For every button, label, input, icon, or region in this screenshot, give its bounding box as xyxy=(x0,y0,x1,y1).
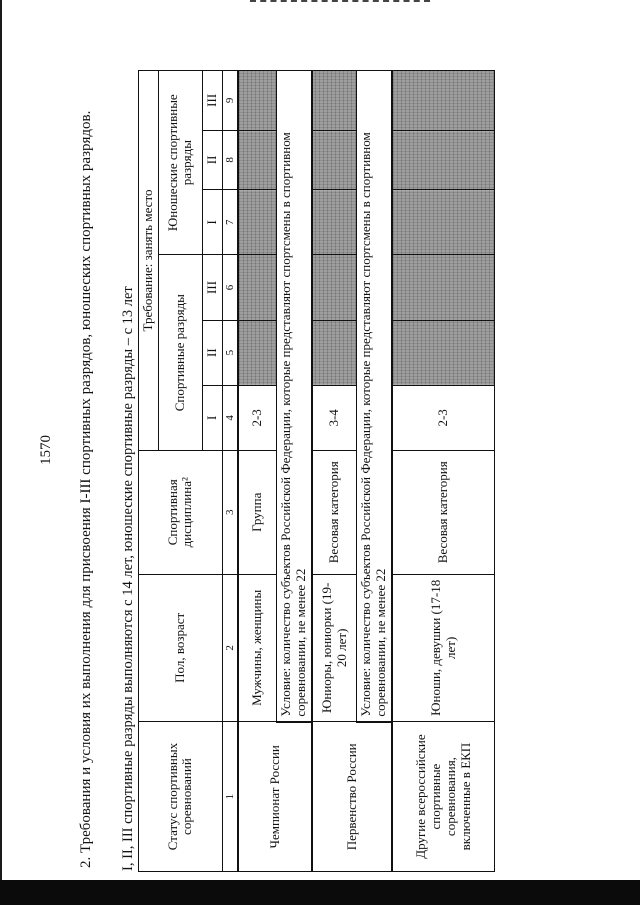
page-number: 1570 xyxy=(38,435,54,465)
column-number: 6 xyxy=(222,255,238,320)
shaded-cell xyxy=(312,320,356,385)
header-youth-1: I xyxy=(202,190,222,255)
scan-bottom-border xyxy=(0,880,640,905)
row-discipline: Группа xyxy=(238,450,276,574)
header-status: Статус спортивных соревнований xyxy=(139,722,223,872)
header-rank-3: III xyxy=(202,255,222,320)
header-discipline: Спортивная дисциплина² xyxy=(139,450,223,574)
section-caption: 2. Требования и условия их выполнения для присвоения I-III спортивных разрядов, юношеских спортивных разрядов. xyxy=(78,110,94,868)
row-condition: Условие: количество субъектов Российской Федерации, которые представляют спортсмены в спортивном соревновании, не менее 22 xyxy=(276,71,312,722)
shaded-cell xyxy=(238,130,276,189)
row-rank-1-value: 3-4 xyxy=(312,385,356,450)
requirements-table xyxy=(138,70,495,872)
column-number: 9 xyxy=(222,71,238,131)
row-discipline: Весовая категория xyxy=(392,450,494,574)
table-subcaption: I, II, III спортивные разряды выполняются с 14 лет, юношеские спортивные разряды – с 13 лет xyxy=(120,286,136,871)
shaded-cell xyxy=(312,71,356,131)
header-youth-ranks: Юношеские спортивные разряды xyxy=(158,71,202,255)
header-requirement: Требование: занять место xyxy=(139,71,159,451)
shaded-cell xyxy=(312,255,356,320)
column-number: 7 xyxy=(222,190,238,255)
shaded-cell xyxy=(392,190,494,255)
column-number: 3 xyxy=(222,450,238,574)
column-number: 2 xyxy=(222,574,238,722)
column-number: 4 xyxy=(222,385,238,450)
header-rank-2: II xyxy=(202,320,222,385)
header-gender-age: Пол, возраст xyxy=(139,574,223,722)
header-youth-3: III xyxy=(202,71,222,131)
shaded-cell xyxy=(238,71,276,131)
column-number: 8 xyxy=(222,130,238,189)
shaded-cell xyxy=(392,71,494,131)
shaded-cell xyxy=(312,190,356,255)
shaded-cell xyxy=(238,320,276,385)
row-gender-age: Мужчины, женщины xyxy=(238,574,276,722)
header-sport-ranks: Спортивные разряды xyxy=(158,255,202,451)
row-rank-1-value: 2-3 xyxy=(392,385,494,450)
header-youth-2: II xyxy=(202,130,222,189)
row-rank-1-value: 2-3 xyxy=(238,385,276,450)
shaded-cell xyxy=(238,255,276,320)
shaded-cell xyxy=(312,130,356,189)
row-status: Чемпионат России xyxy=(238,722,312,872)
shaded-cell xyxy=(392,130,494,189)
row-status: Другие всероссийские спортивные соревнования, включенные в ЕКП xyxy=(392,722,494,872)
row-status: Первенство России xyxy=(312,722,392,872)
shaded-cell xyxy=(392,255,494,320)
row-gender-age: Юноши, девушки (17-18 лет) xyxy=(392,574,494,722)
row-gender-age: Юниоры, юниорки (19-20 лет) xyxy=(312,574,356,722)
shaded-cell xyxy=(392,320,494,385)
column-number: 5 xyxy=(222,320,238,385)
row-condition: Условие: количество субъектов Российской Федерации, которые представляют спортсмены в спортивном соревновании, не менее 22 xyxy=(356,71,392,722)
column-number: 1 xyxy=(222,722,238,872)
shaded-cell xyxy=(238,190,276,255)
header-rank-1: I xyxy=(202,385,222,450)
row-discipline: Весовая категория xyxy=(312,450,356,574)
